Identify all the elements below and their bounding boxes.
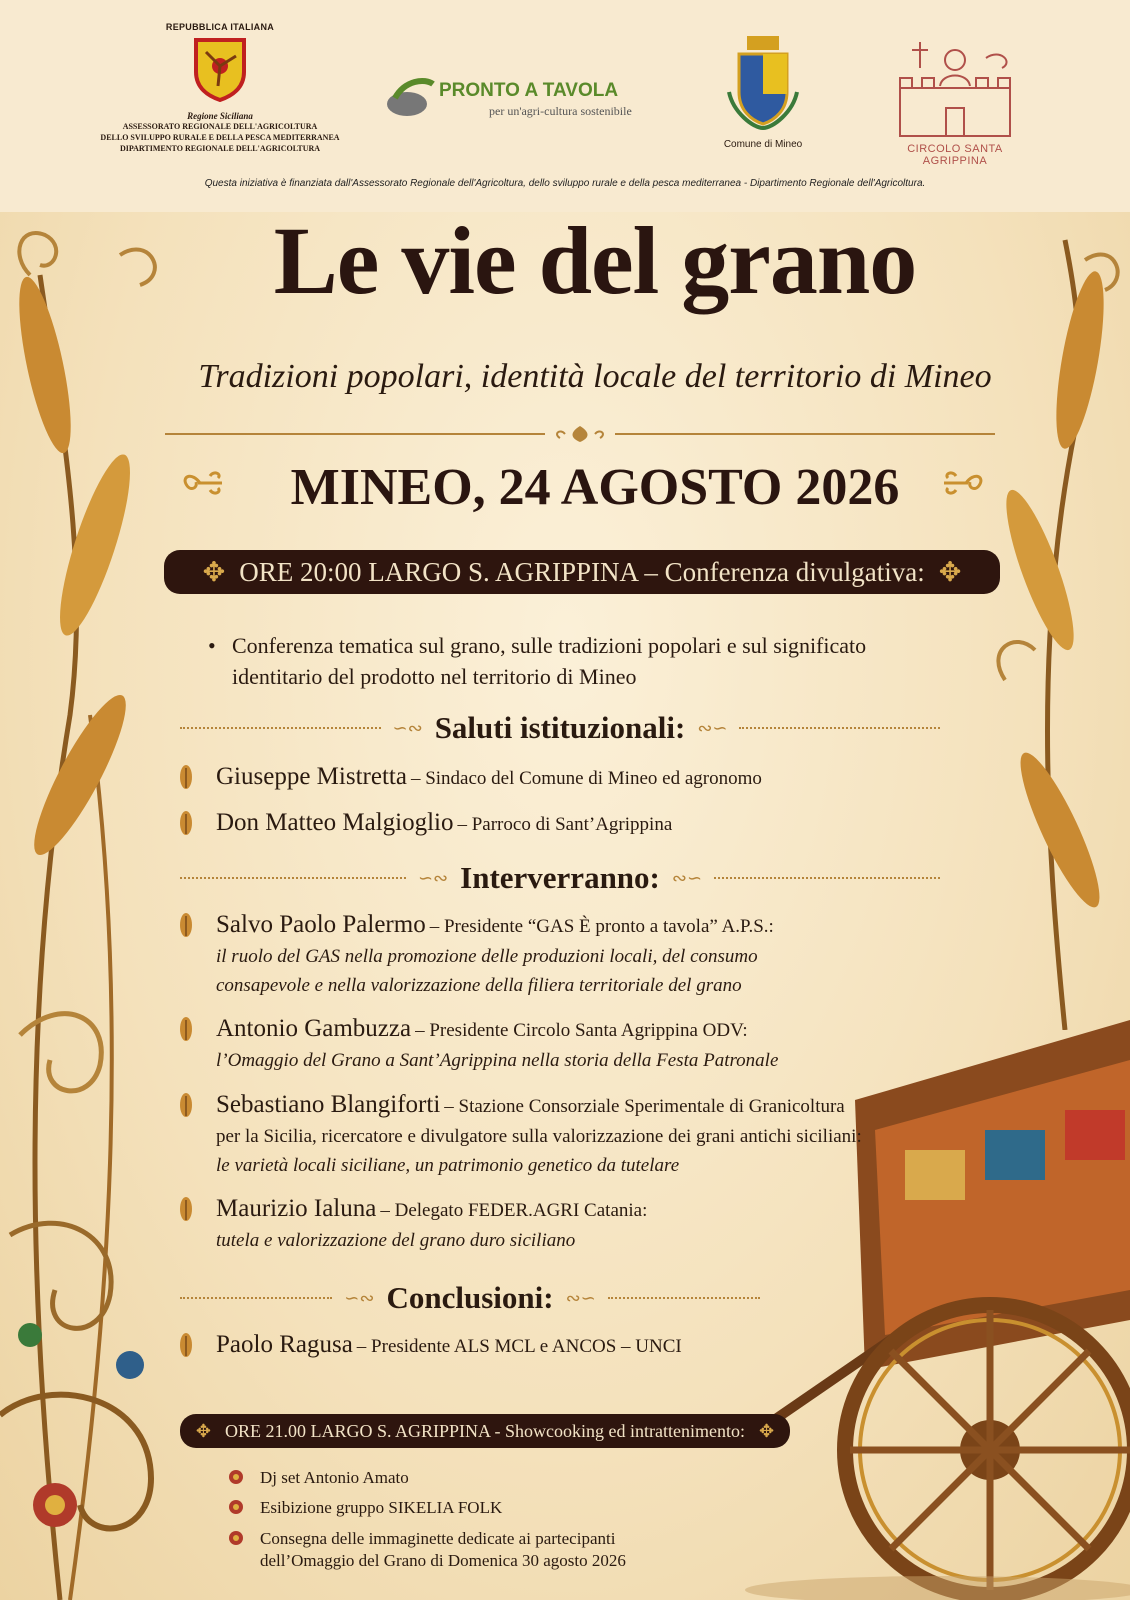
speaker-2 <box>176 1014 936 1075</box>
speaker-3 <box>176 1090 936 1180</box>
evening-item-text: Consegna delle immaginette dedicate ai partecipanti <box>260 1529 616 1548</box>
flower-bullet-icon <box>228 1469 244 1485</box>
sponsor-header <box>0 0 1130 212</box>
evening-item-2 <box>228 1497 502 1519</box>
assessorato-line2: DELLO SVILUPPO RURALE E DELLA PESCA MEDITERRANEA <box>100 133 340 142</box>
circolo-caption: CIRCOLO SANTA AGRIPPINA <box>907 143 1003 167</box>
conference-line-1: Conferenza tematica sul grano, sulle tradizioni popolari e sul significato <box>232 633 867 658</box>
pronto-swoosh-icon <box>385 74 437 118</box>
person-name: Don Matteo Malgioglio <box>216 809 454 836</box>
evening-item-text: Esibizione gruppo SIKELIA FOLK <box>260 1498 503 1517</box>
speaker-name: Salvo Paolo Palermo <box>216 911 426 938</box>
conference-description <box>208 630 968 692</box>
bullet-point: • <box>208 633 216 658</box>
speaker-name: Antonio Gambuzza <box>216 1015 412 1042</box>
comune-mineo-logo <box>708 32 818 150</box>
section-saluti <box>180 708 940 748</box>
speaker-topic-line-1: tutela e valorizzazione del grano duro siciliano <box>216 1230 576 1251</box>
speaker-role: – Presidente “GAS È pronto a tavola” A.P.S.: <box>429 916 774 937</box>
poster-subtitle: Tradizioni popolari, identità locale del territorio di Mineo <box>198 358 992 395</box>
regione-name: Regione Siciliana <box>187 111 253 121</box>
assessorato-line1: ASSESSORATO REGIONALE DELL'AGRICOLTURA <box>122 122 318 131</box>
speaker-1 <box>176 910 936 1000</box>
dotted-rule <box>180 727 381 729</box>
person-role: – Sindaco del Comune di Mineo ed agronomo <box>410 768 762 789</box>
pronto-subtitle: per un'agri-cultura sostenibile <box>489 104 632 118</box>
right-wheat-decoration <box>985 230 1130 1030</box>
evening-banner-text: ORE 21.00 LARGO S. AGRIPPINA - Showcooking ed intrattenimento: <box>225 1420 745 1441</box>
banner-right-cross-icon: ✥ <box>759 1420 775 1441</box>
dotted-rule <box>714 877 940 879</box>
fleur-de-lis-divider <box>165 426 995 442</box>
evening-banner <box>180 1414 790 1448</box>
wheat-icon <box>176 1196 196 1222</box>
dotted-rule <box>608 1297 760 1299</box>
scroll-ornament-icon: ∽∾ <box>417 867 449 888</box>
speaker-name: Paolo Ragusa <box>216 1331 353 1358</box>
banner-left-cross-icon: ✥ <box>195 1420 211 1441</box>
speaker-role: – Presidente Circolo Santa Agrippina ODV: <box>415 1020 748 1041</box>
conclusion-speaker <box>176 1330 936 1362</box>
scroll-ornament-icon: ∽∾ <box>344 1287 375 1308</box>
date-right-ornament-icon <box>940 466 986 500</box>
scroll-ornament-icon: ∾∽ <box>565 1287 596 1308</box>
section-interverranno <box>180 858 940 898</box>
poster-title: Le vie del grano <box>273 207 917 314</box>
evening-item-text: Dj set Antonio Amato <box>260 1468 409 1487</box>
banner-left-cross-icon: ✥ <box>202 556 226 587</box>
scroll-ornament-icon: ∾∽ <box>671 867 703 888</box>
event-date: MINEO, 24 AGOSTO 2026 <box>290 459 900 516</box>
saluti-person-1 <box>176 762 936 794</box>
speaker-role: – Delegato FEDER.AGRI Catania: <box>380 1200 648 1221</box>
speaker-role: – Stazione Consorziale Sperimentale di Granicoltura <box>444 1096 845 1117</box>
wheat-icon <box>176 912 196 938</box>
dotted-rule <box>180 877 406 879</box>
speaker-topic-line-2: consapevole e nella valorizzazione della filiera territoriale del grano <box>216 975 742 996</box>
person-name: Giuseppe Mistretta <box>216 763 407 790</box>
speaker-topic-line-1: l’Omaggio del Grano a Sant’Agrippina nella storia della Festa Patronale <box>216 1050 779 1071</box>
speaker-4 <box>176 1194 936 1255</box>
flower-bullet-icon <box>228 1499 244 1515</box>
section-conclusioni <box>180 1278 760 1318</box>
sicilian-cart-illustration <box>745 990 1130 1600</box>
speaker-name: Maurizio Ialuna <box>216 1195 377 1222</box>
evening-item-1 <box>228 1467 409 1489</box>
scroll-ornament-icon: ∾∽ <box>697 717 728 738</box>
scroll-ornament-icon: ∽∾ <box>392 717 423 738</box>
speaker-role-continued: per la Sicilia, ricercatore e divulgatore sulla valorizzazione dei grani antichi siciliani: <box>216 1126 862 1147</box>
conference-line-2: identitario del prodotto nel territorio di Mineo <box>232 664 637 689</box>
repubblica-label: REPUBBLICA ITALIANA <box>165 22 275 32</box>
conference-banner-text: ORE 20:00 LARGO S. AGRIPPINA – Conferenza divulgativa: <box>239 556 925 587</box>
section-conclusioni-title: Conclusioni: <box>386 1280 554 1315</box>
wheat-icon <box>176 810 196 836</box>
speaker-role: – Presidente ALS MCL e ANCOS – UNCI <box>356 1336 682 1357</box>
conference-banner <box>164 550 1000 594</box>
left-wheat-decoration <box>0 215 175 1600</box>
wheat-icon <box>176 1332 196 1358</box>
wheat-icon <box>176 764 196 790</box>
section-saluti-title: Saluti istituzionali: <box>434 710 686 745</box>
flower-bullet-icon <box>228 1530 244 1546</box>
speaker-name: Sebastiano Blangiforti <box>216 1091 441 1118</box>
wheat-icon <box>176 1016 196 1042</box>
evening-item-text-continued: dell’Omaggio del Grano di Domenica 30 agosto 2026 <box>260 1551 626 1570</box>
person-role: – Parroco di Sant’Agrippina <box>457 814 673 835</box>
evening-item-3 <box>228 1528 626 1572</box>
speaker-topic-line-1: il ruolo del GAS nella promozione delle produzioni locali, del consumo <box>216 946 758 967</box>
pronto-title: PRONTO A TAVOLA <box>439 80 619 101</box>
assessorato-line3: DIPARTIMENTO REGIONALE DELL'AGRICOLTURA <box>119 144 321 153</box>
section-interverranno-title: Interverranno: <box>460 860 660 895</box>
trinacria-shield-icon <box>192 36 248 102</box>
saluti-person-2 <box>176 808 936 840</box>
dotted-rule <box>739 727 940 729</box>
circolo-santa-agrippina-logo <box>880 38 1030 167</box>
funding-note: Questa iniziativa è finanziata dall'Assessorato Regionale dell'Agricoltura, dello sviluppo rurale e della pesca mediterranea - Dipartimento Regionale dell'Agricoltura. <box>204 178 926 189</box>
castle-saint-icon <box>890 38 1020 138</box>
banner-right-cross-icon: ✥ <box>938 556 962 587</box>
mineo-coat-of-arms-icon <box>723 32 803 132</box>
dotted-rule <box>180 1297 332 1299</box>
regione-siciliana-logo <box>80 22 360 154</box>
wheat-icon <box>176 1092 196 1118</box>
comune-caption: Comune di Mineo <box>723 139 803 150</box>
speaker-topic-line-1: le varietà locali siciliane, un patrimonio genetico da tutelare <box>216 1155 680 1176</box>
